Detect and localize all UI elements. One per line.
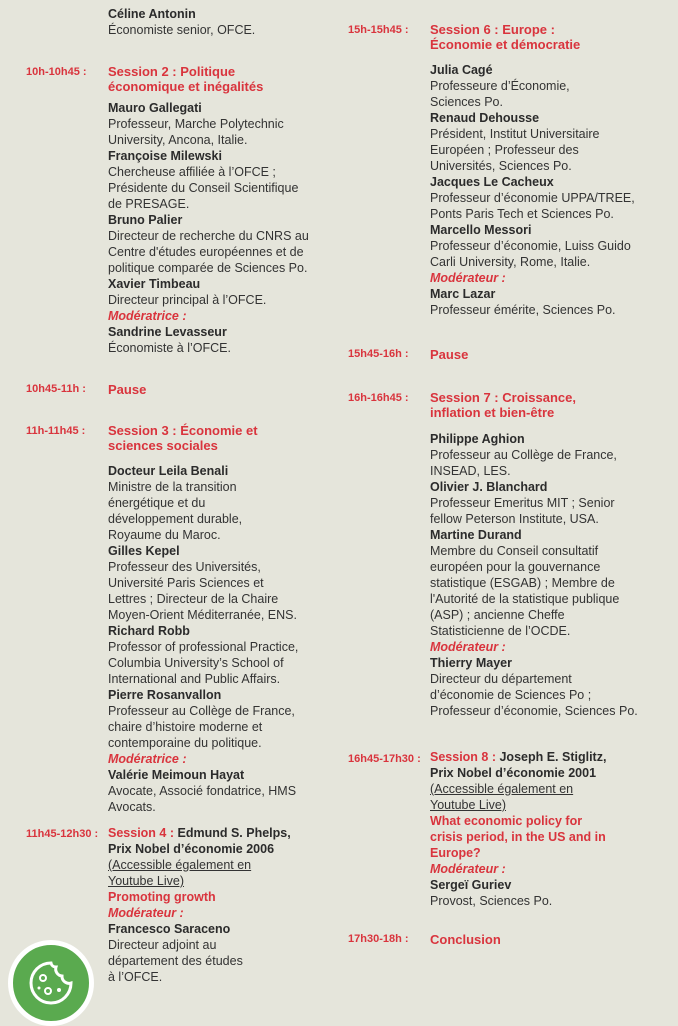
moderator-label: Modératrice : [108,752,187,766]
session-4-topic: Promoting growth [108,890,216,904]
session-2-time: 10h-10h45 : [26,66,87,78]
top-moderator: Céline Antonin Économiste senior, OFCE. [108,7,256,37]
session-4-time: 11h45-12h30 : [26,828,99,840]
moderator-label: Modérateur : [430,640,506,654]
conclusion-time: 17h30-18h : [348,933,409,945]
session-4: Session 4 : Edmund S. Phelps, Prix Nobel d’économie 2006 (Accessible également en Youtube Live) Promoting growth Modérateur : Francesco Saraceno Directeur adjoint au département des études à l’OFCE. [108,826,291,984]
cookie-button[interactable] [8,940,94,1026]
session-6-title: Session 6 : Europe : Économie et démocratie [430,22,581,52]
session-3-title: Session 3 : Économie et sciences sociales [108,423,258,453]
session-7-people: Philippe Aghion Professeur au Collège de France, INSEAD, LES. Olivier J. Blanchard Professeur Emeritus MIT ; Senior fellow Peterson Institute, USA. Martine Durand Membre du Conseil consultatif européen pour la gouvernance statistique (ESGAB) ; Membre de l'Autorité de la statistique publique (ASP) ; ancienne Cheffe Statisticienne de l’OCDE. Modérateur : Thierry Mayer Directeur du département d’économie de Sciences Po ; Professeur d’économie, Sciences Po. [430,432,638,718]
session-8-time: 16h45-17h30 : [348,753,421,765]
pause-1-label: Pause [108,382,147,397]
session-7-title: Session 7 : Croissance, inflation et bien-être [430,390,576,420]
youtube-live-link[interactable]: (Accessible également en Youtube Live) [430,782,574,812]
youtube-live-link[interactable]: (Accessible également en Youtube Live) [108,858,252,888]
moderator-label: Modératrice : [108,309,187,323]
cookie-icon [26,958,76,1008]
moderator-label: Modérateur : [108,906,184,920]
session-2-people: Mauro Gallegati Professeur, Marche Polytechnic University, Ancona, Italie. Françoise Milewski Chercheuse affiliée à l’OFCE ; Présidente du Conseil Scientifique de PRESAGE. Bruno Palier Directeur de recherche du CNRS au Centre d'études européennes et de politique comparée de Sciences Po. Xavier Timbeau Directeur principal à l’OFCE. Modératrice : Sandrine Levasseur Économiste à l’OFCE. [108,101,309,355]
session-2-title: Session 2 : Politique économique et inégalités [108,64,264,94]
pause-1-time: 10h45-11h : [26,383,86,395]
moderator-label: Modérateur : [430,862,506,876]
conclusion-label: Conclusion [430,932,501,947]
session-3-people: Docteur Leila Benali Ministre de la transition énergétique et du développement durable, Royaume du Maroc. Gilles Kepel Professeur des Universités, Université Paris Sciences et Lettres ; Directeur de la Chaire Moyen-Orient Méditerranée, ENS. Richard Robb Professor of professional Practice, Columbia University’s School of International and Public Affairs. Pierre Rosanvallon Professeur au Collège de France, chaire d’histoire moderne et contemporaine du politique. Modératrice : Valérie Meimoun Hayat Avocate, Associé fondatrice, HMS Avocats. [108,464,299,814]
pause-2-label: Pause [430,347,469,362]
session-8-topic: What economic policy for crisis period, in the US and in Europe? [430,814,606,860]
session-6-time: 15h-15h45 : [348,24,409,36]
pause-2-time: 15h45-16h : [348,348,409,360]
moderator-label: Modérateur : [430,271,506,285]
session-7-time: 16h-16h45 : [348,392,409,404]
session-6-people: Julia Cagé Professeure d’Économie, Sciences Po. Renaud Dehousse Président, Institut Universitaire Européen ; Professeur des Universités, Sciences Po. Jacques Le Cacheux Professeur d’économie UPPA/TREE, Ponts Paris Tech et Sciences Po. Marcello Messori Professeur d’économie, Luiss Guido Carli University, Rome, Italie. Modérateur : Marc Lazar Professeur émérite, Sciences Po. [430,63,635,317]
session-8: Session 8 : Joseph E. Stiglitz, Prix Nobel d’économie 2001 (Accessible également en Youtube Live) What economic policy for crisis period, in the US and in Europe? Modérateur : Sergeï Guriev Provost, Sciences Po. [430,750,607,908]
session-3-time: 11h-11h45 : [26,425,86,437]
